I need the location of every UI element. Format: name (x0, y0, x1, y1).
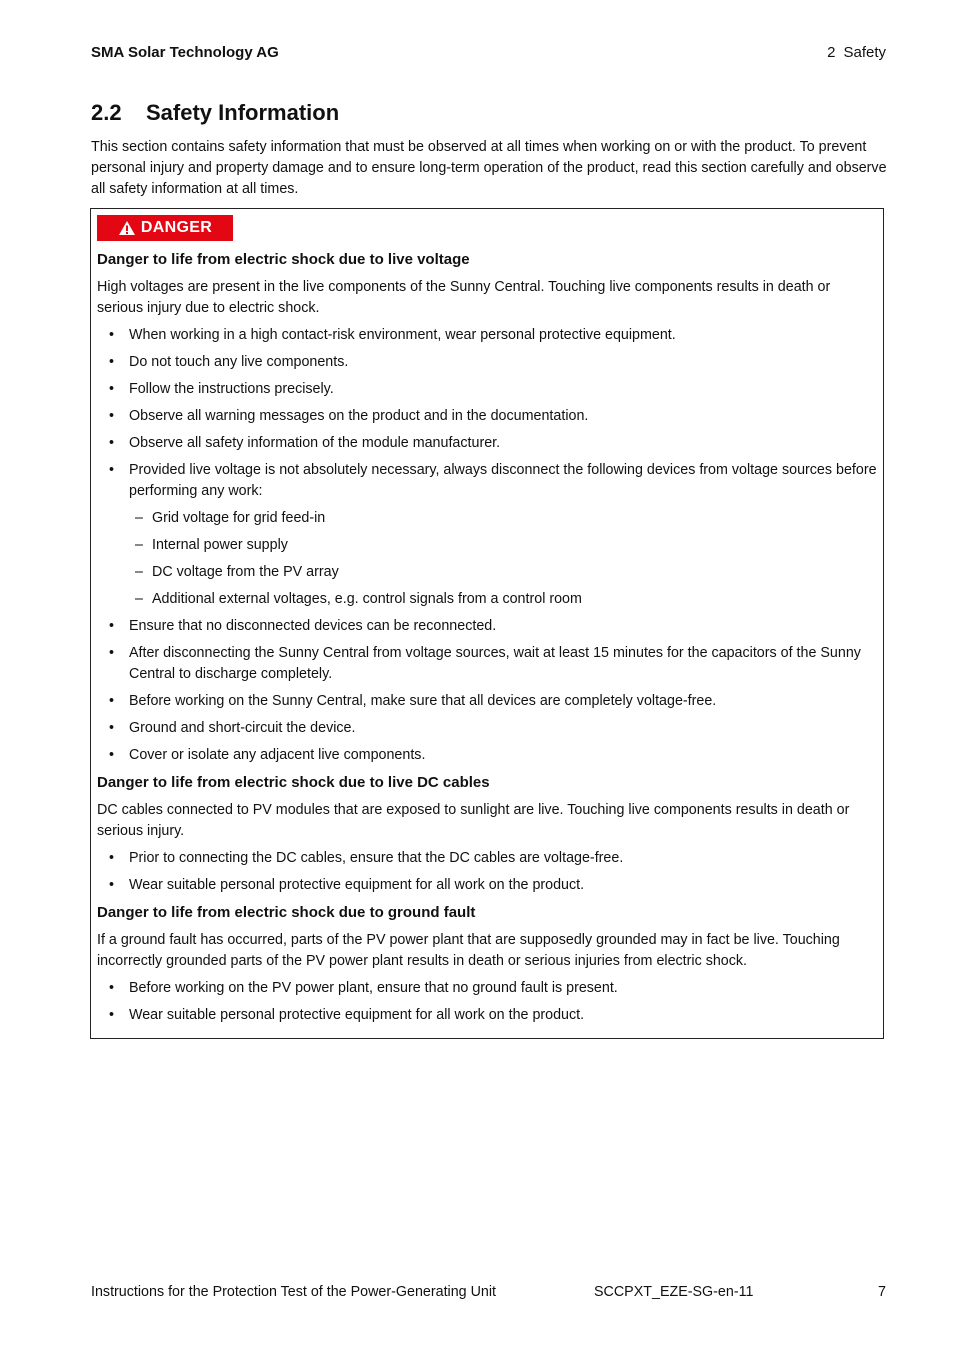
bullet-list (97, 978, 877, 1026)
warning-triangle-icon (118, 220, 136, 236)
list-item: • Observe all warning messages on the product and in the documentation. (109, 408, 589, 424)
list-item: • Wear suitable personal protective equipment for all work on the product. (109, 877, 585, 893)
danger-label (97, 215, 233, 241)
danger-box (90, 208, 884, 1039)
sub-list-item: – Internal power supply (135, 537, 288, 553)
header-company: SMA Solar Technology AG (91, 44, 279, 61)
footer-doc-code: SCCPXT_EZE-SG-en-11 (594, 1284, 754, 1300)
section-heading (91, 100, 339, 126)
sub-list-item: – Grid voltage for grid feed-in (135, 510, 326, 526)
header-chapter-number: 2 (827, 44, 836, 61)
bullet-list (97, 325, 877, 766)
list-item: • Before working on the PV power plant, ensure that no ground fault is present. (109, 980, 618, 996)
block-text: If a ground fault has occurred, parts of the PV power plant that are supposedly grounded may in fact be live. Touching incorrectly grounded parts of the PV power plant results in death or serious injuries from electric shock. (97, 932, 840, 969)
list-item: • When working in a high contact-risk environment, wear personal protective equipment. (109, 327, 676, 343)
section-title: Safety Information (146, 100, 340, 125)
block-heading: Danger to life from electric shock due to live DC cables (97, 774, 490, 791)
section-number: 2.2 (91, 100, 122, 125)
sub-list-item: – Additional external voltages, e.g. control signals from a control room (135, 591, 582, 607)
danger-label-text: DANGER (140, 219, 213, 236)
block-text: High voltages are present in the live components of the Sunny Central. Touching live components results in death or serious injury due to electric shock. (97, 279, 831, 316)
block-text: DC cables connected to PV modules that are exposed to sunlight are live. Touching live components results in death or serious injury. (97, 802, 850, 839)
list-item: • Do not touch any live components. (109, 354, 349, 370)
list-item: • Prior to connecting the DC cables, ensure that the DC cables are voltage-free. (109, 850, 624, 866)
list-item: • Before working on the Sunny Central, make sure that all devices are completely voltage-free. (109, 693, 717, 709)
list-item: • Provided live voltage is not absolutely necessary, always disconnect the following devices from voltage sources before performing any work: – Grid voltage for grid feed-in – Internal power supply – DC voltage from the PV array – Additional external voltages, e.g. control signals from a control room (97, 460, 877, 610)
list-item: • Wear suitable personal protective equipment for all work on the product. (109, 1007, 585, 1023)
sub-bullet-list (129, 508, 877, 610)
list-item: • After disconnecting the Sunny Central from voltage sources, wait at least 15 minutes for the capacitors of the Sunny Central to discharge completely. (109, 645, 861, 682)
header-chapter-title: Safety (843, 44, 886, 61)
list-item: • Cover or isolate any adjacent live components. (109, 747, 426, 763)
bullet-list (97, 848, 877, 896)
section-intro: This section contains safety information that must be observed at all times when working on or with the product. To prevent personal injury and property damage and to ensure long-term operation of the product, read this section carefully and observe all safety information at all times. (91, 139, 887, 197)
list-item: • Ensure that no disconnected devices can be reconnected. (109, 618, 497, 634)
list-item: • Observe all safety information of the module manufacturer. (109, 435, 501, 451)
footer-doc-title: Instructions for the Protection Test of the Power-Generating Unit (91, 1284, 497, 1300)
header-chapter (827, 44, 886, 61)
list-item: • Follow the instructions precisely. (109, 381, 334, 397)
list-item: • Ground and short-circuit the device. (109, 720, 356, 736)
footer-page-number: 7 (878, 1284, 886, 1300)
sub-list-item: – DC voltage from the PV array (135, 564, 339, 580)
danger-content (97, 249, 877, 1032)
block-heading: Danger to life from electric shock due to ground fault (97, 904, 476, 921)
block-heading: Danger to life from electric shock due to live voltage (97, 251, 470, 268)
